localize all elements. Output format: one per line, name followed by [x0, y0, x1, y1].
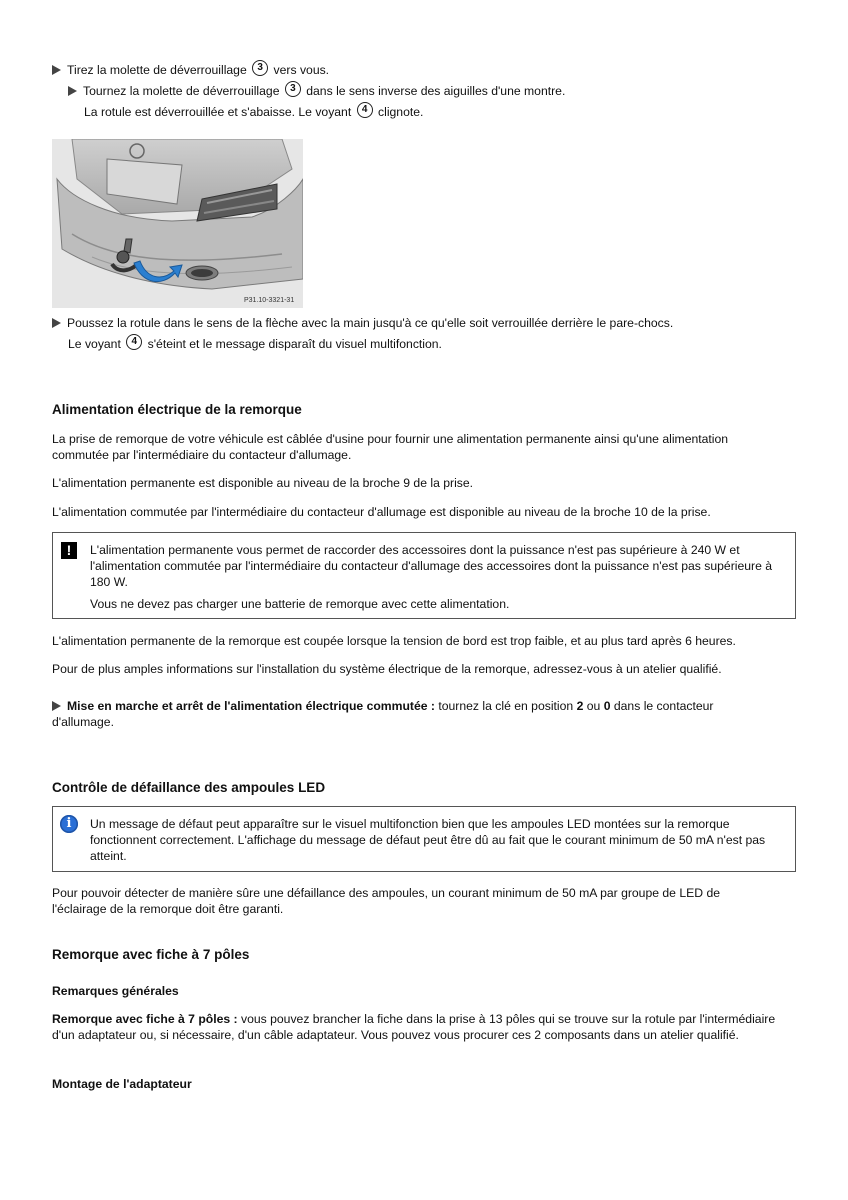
warning-icon: ! — [61, 542, 77, 559]
paragraph: L'alimentation commutée par l'intermédiaire du contacteur d'allumage est disponible au niveau de la broche 10 de la prise. — [52, 505, 711, 519]
step-text: Poussez la rotule dans le sens de la flèche avec la main jusqu'à ce qu'elle soit verrouillée derrière le pare-chocs. — [67, 316, 674, 330]
info-icon: i — [60, 815, 78, 833]
step-arrow-icon — [52, 701, 61, 711]
section-title: Remorque avec fiche à 7 pôles — [52, 947, 250, 962]
key-position: 0 — [603, 699, 611, 713]
step-text: s'éteint et le message disparaît du visuel multifonction. — [147, 337, 442, 351]
step-text: tournez la clé en position — [438, 699, 574, 713]
warning-box — [52, 532, 796, 619]
warning-text: Vous ne devez pas charger une batterie de remorque avec cette alimentation. — [90, 597, 510, 611]
car-rear-drawing — [52, 139, 303, 308]
subsection-title: Montage de l'adaptateur — [52, 1077, 192, 1091]
car-rear-illustration — [52, 139, 303, 308]
callout-number-icon: 3 — [252, 60, 268, 76]
callout-number-icon: 3 — [285, 81, 301, 97]
step-result — [68, 336, 442, 353]
step-turn-wheel — [68, 83, 565, 100]
step-switch-power — [52, 698, 762, 730]
paragraph: La prise de remorque de votre véhicule est câblée d'usine pour fournir une alimentation permanente ainsi qu'une alimentation commutée par l'intermédiaire du contacteur d'allumage. — [52, 432, 729, 462]
paragraph: Pour de plus amples informations sur l'installation du système électrique de la remorque, adressez-vous à un atelier qualifié. — [52, 662, 722, 676]
callout-number-icon: 4 — [126, 334, 142, 350]
paragraph-label: Remorque avec fiche à 7 pôles : — [52, 1012, 238, 1026]
paragraph: L'alimentation permanente est disponible au niveau de la broche 9 de la prise. — [52, 476, 474, 490]
paragraph: L'alimentation permanente de la remorque est coupée lorsque la tension de bord est trop faible, et au plus tard après 6 heures. — [52, 634, 736, 648]
paragraph — [52, 1011, 777, 1043]
step-text: dans le contacteur d'allumage. — [52, 699, 714, 729]
callout-number-icon: 4 — [357, 102, 373, 118]
step-arrow-icon — [52, 65, 61, 75]
step-label: Mise en marche et arrêt de l'alimentation électrique commutée : — [67, 699, 435, 713]
figure-caption: P31.10-3321-31 — [244, 297, 295, 304]
step-text: vers vous. — [273, 63, 330, 77]
info-text: Un message de défaut peut apparaître sur le visuel multifonction bien que les ampoules LED montées sur la remorque fonctionnent correctement. L'affichage du message de défaut peut être dû au fait que le courant minimum de 50 mA n'est pas atteint. — [90, 817, 766, 863]
step-arrow-icon — [52, 318, 61, 328]
step-text: Le voyant — [68, 337, 121, 351]
section-title: Alimentation électrique de la remorque — [52, 402, 302, 417]
step-text: clignote. — [378, 105, 424, 119]
step-arrow-icon — [68, 86, 77, 96]
paragraph-text: vous pouvez brancher la fiche dans la prise à 13 pôles qui se trouve sur la rotule par l'intermédiaire d'un adaptateur ou, si nécessaire, d'un câble adaptateur. Vous pouvez vous procurer ces 2 composants dans un atelier qualifié. — [52, 1012, 776, 1042]
warning-text: L'alimentation permanente vous permet de raccorder des accessoires dont la puissance n'est pas supérieure à 240 W et l'alimentation commutée par l'intermédiaire du contacteur d'allumage des accessoires dont la puissance n'est pas supérieure à 180 W. — [90, 543, 773, 589]
step-text: Tirez la molette de déverrouillage — [67, 63, 247, 77]
info-box — [52, 806, 796, 872]
section-title: Contrôle de défaillance des ampoules LED — [52, 780, 326, 795]
step-text: Tournez la molette de déverrouillage — [83, 84, 280, 98]
step-result — [84, 104, 423, 121]
subsection-title: Remarques générales — [52, 984, 179, 998]
step-text: ou — [586, 699, 601, 713]
key-position: 2 — [576, 699, 584, 713]
step-pull-wheel — [52, 62, 329, 79]
paragraph: Pour pouvoir détecter de manière sûre une défaillance des ampoules, un courant minimum de 50 mA par groupe de LED de l'éclairage de la remorque doit être garanti. — [52, 886, 720, 916]
step-push-ball — [52, 315, 673, 331]
step-text: La rotule est déverrouillée et s'abaisse. Le voyant — [84, 105, 352, 119]
step-text: dans le sens inverse des aiguilles d'une montre. — [306, 84, 566, 98]
